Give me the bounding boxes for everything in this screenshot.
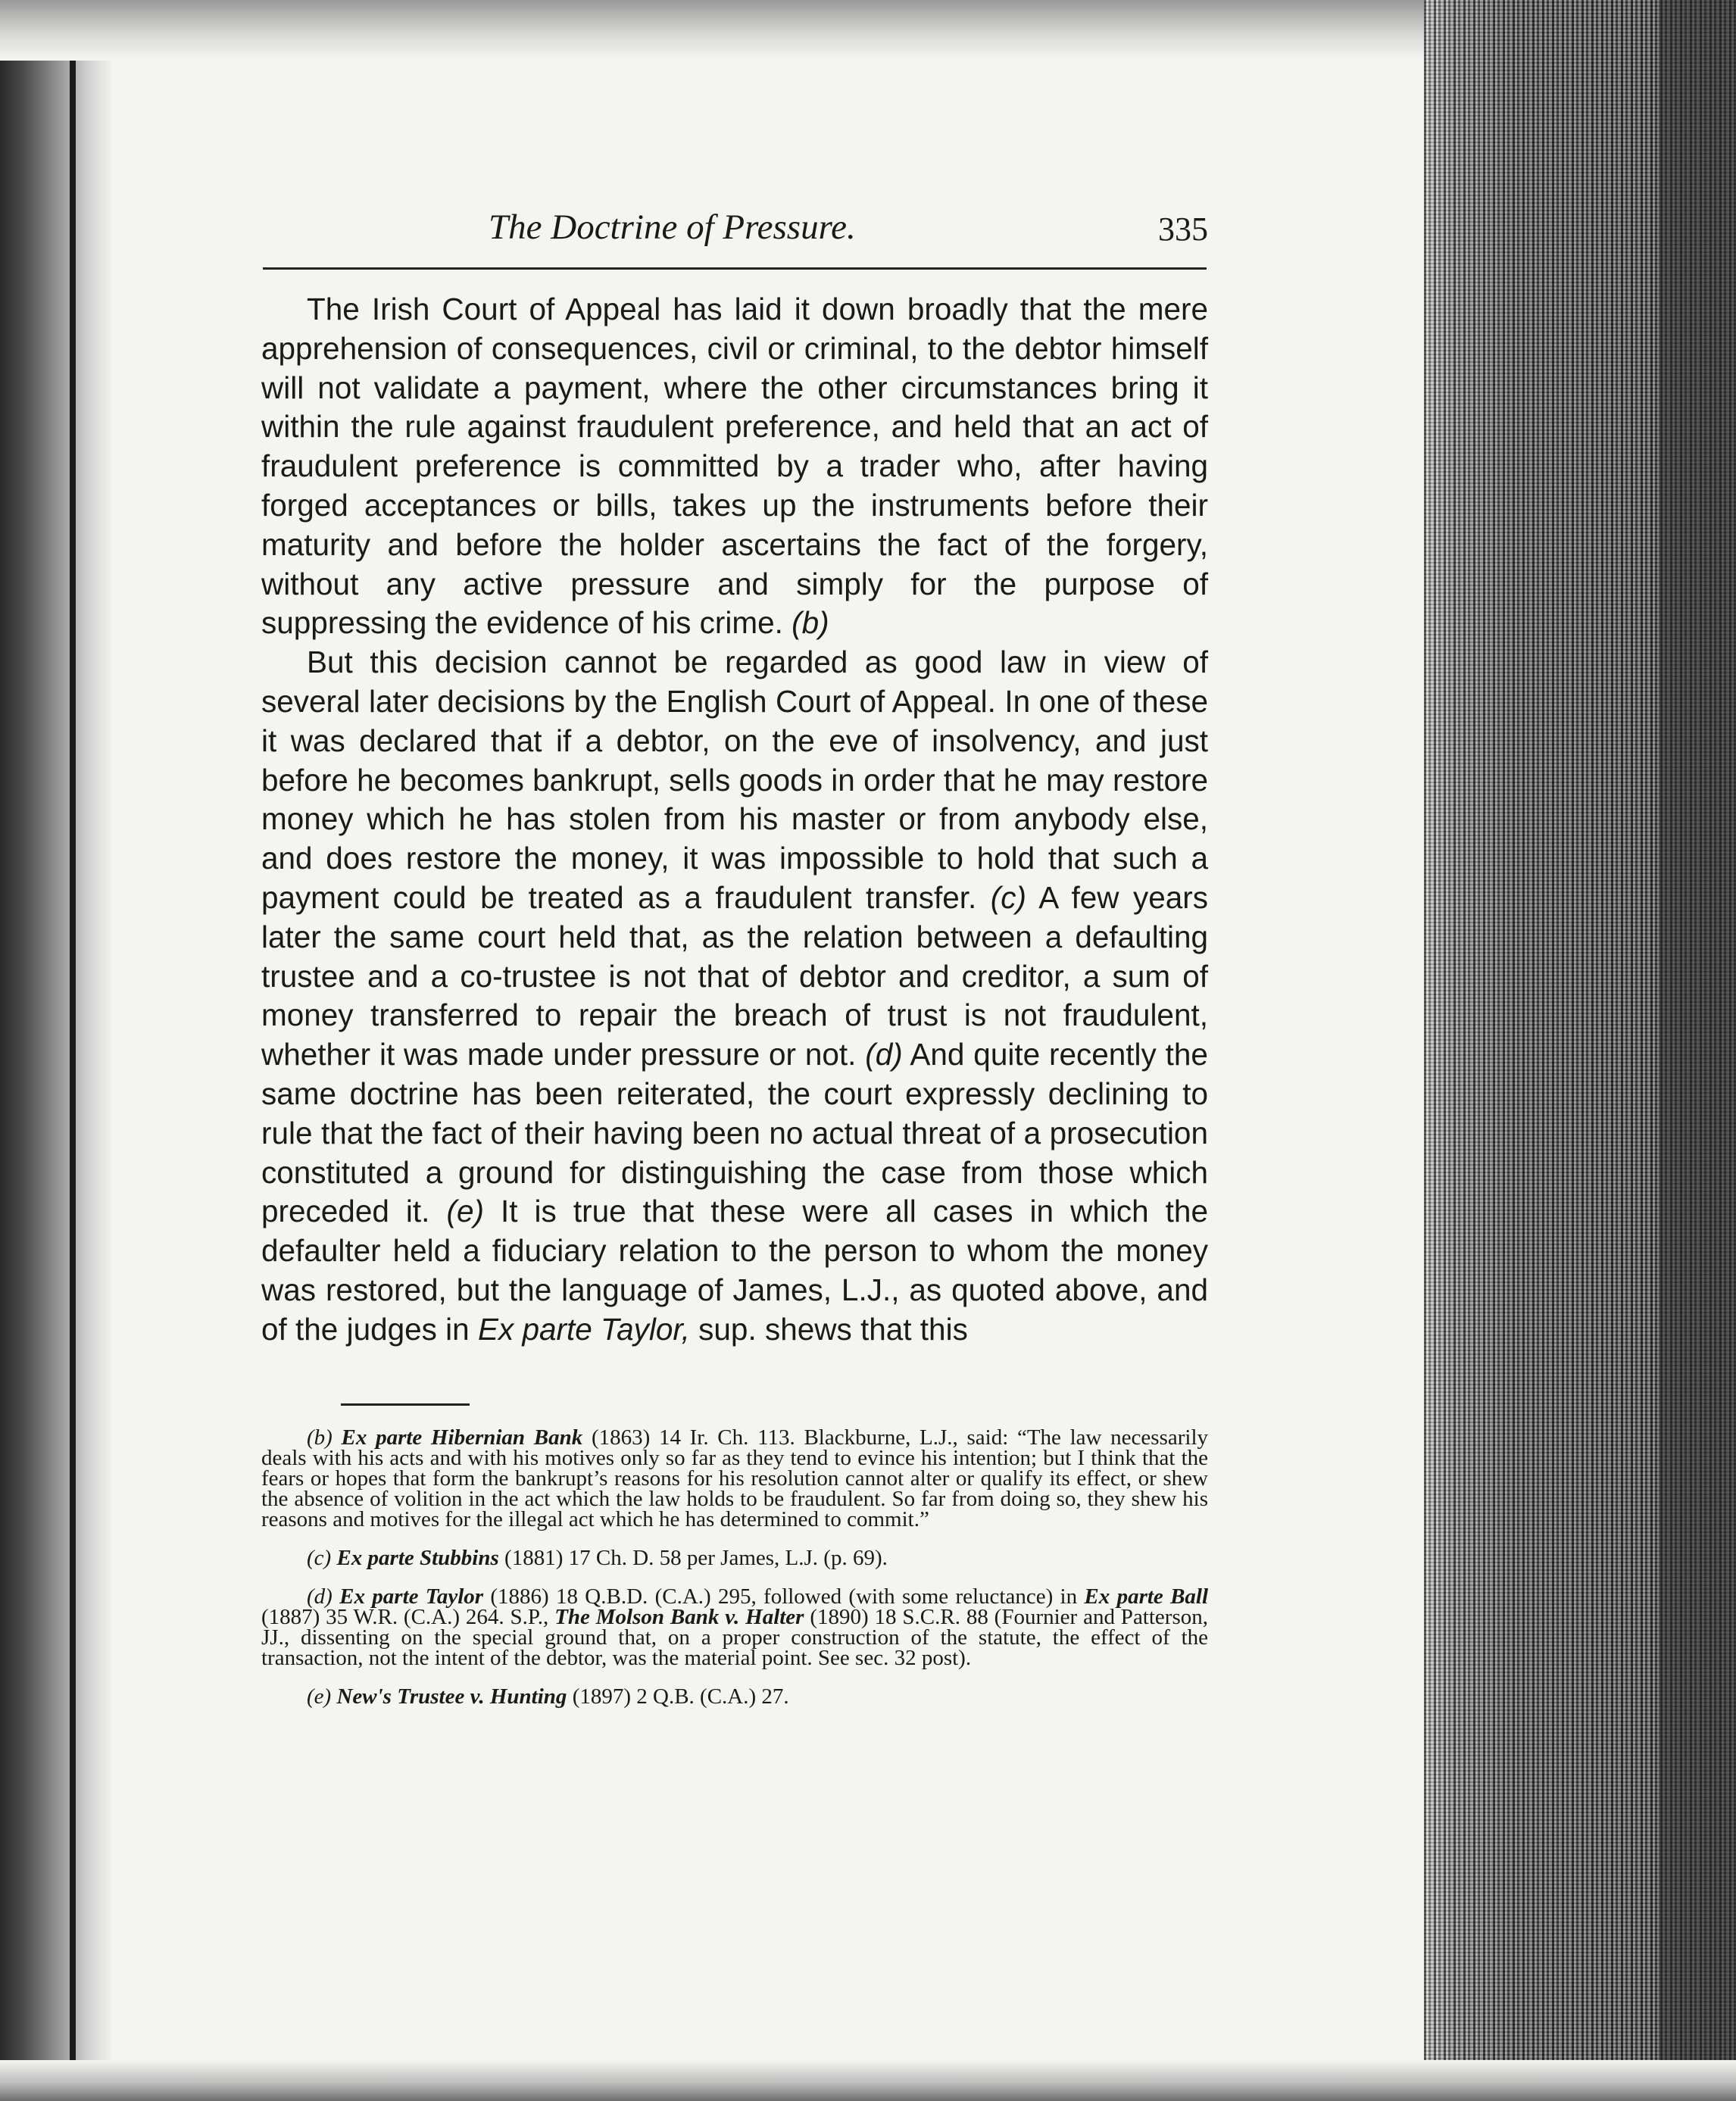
paragraph-2-text-d: It is true that these were all cases in which the defaulter held a fiduciary relation to the person to whom the money was restored, but the language of James, L.J., as quoted above, and of the judges in [261,1194,1208,1347]
footnote-d-case-3: The Molson Bank v. Halter [554,1605,804,1629]
page-header [261,207,1208,267]
footnote-b [261,1425,1209,1531]
scan-bottom-shadow [0,2060,1736,2101]
header-rule [263,267,1207,270]
paragraph-2-text-c: And quite recently the same doctrine has been reiterated, the court expressly declining to rule that the fact of their having been no actual threat of a prosecution constituted a ground for distinguishing the case from those which preceded it. [261,1037,1208,1229]
paragraph-2-text-b: A few years later the same court held that, as the relation between a defaulting trustee and a co-trustee is not that of debtor and creditor, a sum of money transferred to repair the breach of trust is not fraudulent, whether it was made under pressure or not. [261,879,1208,1072]
footnote-e-case: New's Trustee v. Hunting [336,1684,567,1709]
footnote-e [261,1684,1208,1709]
footnote-ref-d: (d) [865,1037,903,1072]
paragraph-1 [261,290,1208,643]
page-number: 335 [1158,211,1208,248]
footnote-e-text: (1897) 2 Q.B. (C.A.) 27. [572,1684,789,1709]
footnote-c-text: (1881) 17 Ch. D. 58 per James, L.J. (p. 69). [504,1546,888,1570]
footnote-ref-c: (c) [990,879,1026,915]
paragraph-1-text: The Irish Court of Appeal has laid it down broadly that the mere apprehension of consequences, civil or criminal, to the debtor himself will not validate a payment, where the other circumstances bring it within the rule against fraudulent preference, and held that an act of fraudulent preference is committed by a trader who, after having forged acceptances or bills, takes up the instruments before their maturity and before the holder ascertains the fact of the forgery, without any active pressure and simply for the purpose of suppressing the evidence of his crime. [261,292,1208,641]
scan-binding-line [70,45,76,2068]
footnote-rule [341,1403,470,1406]
paragraph-2-text-a: But this decision cannot be regarded as good law in view of several later decisions by the English Court of Appeal. In one of these it was declared that if a debtor, on the eve of insolvency, and just before he becomes bankrupt, sells goods in order that he may restore money which he has stolen from his master or from anybody else, and does restore the money, it was impossible to hold that such a payment could be treated as a fraudulent transfer. [261,645,1208,915]
footnote-c-mark: (c) [307,1546,332,1570]
book-page [261,193,1208,2034]
scan-right-dark-band [1659,0,1736,2101]
footnote-b-mark: (b) [307,1425,333,1450]
footnote-b-text: (1863) 14 Ir. Ch. 113. Blackburne, L.J., said: “The law necessarily deals with his acts and with his motives only so far as they tend to evince his intention; but I think that the fears or hopes that form the bankrupt’s reasons for his resolution cannot alter or qualify its effect, or shew the absence of volition in the act which the law holds to be fraudulent. So far from doing so, they shew his reasons and motives for the illegal act which he has determined to commit.” [261,1425,1209,1531]
footnote-d-mark: (d) [307,1584,333,1609]
footnote-c [261,1548,1208,1569]
footnote-b-case: Ex parte Hibernian Bank [341,1425,583,1450]
footnote-d-case-2: Ex parte Ball [1084,1584,1209,1609]
case-name-ex-parte-taylor: Ex parte Taylor, [477,1311,690,1347]
footnote-ref-e: (e) [446,1194,484,1229]
paragraph-2-text-end: sup. shews that this [698,1311,968,1347]
footnote-ref-b: (b) [792,605,829,641]
footnote-c-case: Ex parte Stubbins [336,1546,499,1570]
footnote-d-case: Ex parte Taylor [339,1584,484,1609]
footnote-d [261,1584,1209,1670]
footnote-d-text-1: (1886) 18 Q.B.D. (C.A.) 295, followed (with some reluctance) in [490,1584,1078,1609]
paragraph-2 [261,643,1208,1349]
running-title: The Doctrine of Pressure. [489,208,856,247]
scan-left-shadow [0,0,114,2101]
footnote-e-mark: (e) [307,1684,332,1709]
body-text [261,290,1208,1350]
footnotes [261,1425,1209,1725]
footnote-d-text-3: (1890) 18 S.C.R. 88 (Fournier and Patterson, JJ., dissenting on the special ground that, on a proper construction of the statute, the effect of the transaction, not the intent of the debtor, was the material point. See sec. 32 post). [261,1605,1208,1670]
footnote-d-text-2: (1887) 35 W.R. (C.A.) 264. S.P., [261,1605,549,1629]
